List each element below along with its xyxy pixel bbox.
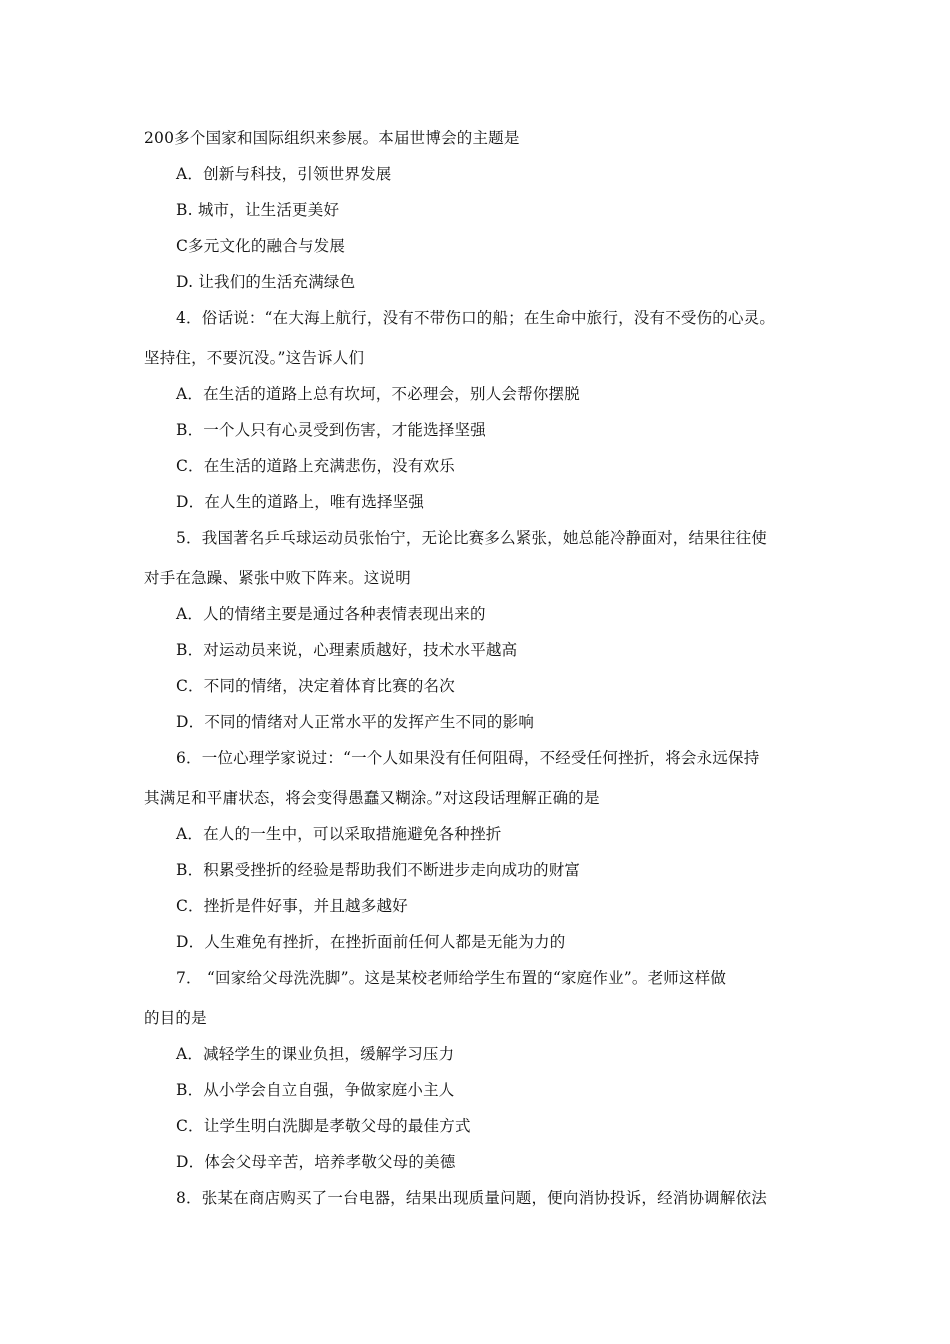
question-6-continued: 其满足和平庸状态，将会变得愚蠢又糊涂。”对这段话理解正确的是 — [144, 789, 600, 807]
option-c: C多元文化的融合与发展 — [176, 237, 346, 255]
option-b: B．从小学会自立自强，争做家庭小主人 — [176, 1081, 455, 1099]
question-4: 4．俗话说：“在大海上航行，没有不带伤口的船；在生命中旅行，没有不受伤的心灵。 — [176, 309, 776, 327]
option-d: D．人生难免有挫折，在挫折面前任何人都是无能为力的 — [176, 933, 566, 951]
option-b: B．对运动员来说，心理素质越好，技术水平越高 — [176, 641, 518, 659]
option-d: D．不同的情绪对人正常水平的发挥产生不同的影响 — [176, 713, 535, 731]
option-c: C．挫折是件好事，并且越多越好 — [176, 897, 408, 915]
question-5: 5．我国著名乒乓球运动员张怡宁，无论比赛多么紧张，她总能冷静面对，结果往往使 — [176, 529, 767, 547]
question-5-continued: 对手在急躁、紧张中败下阵来。这说明 — [144, 569, 411, 587]
option-a: A．减轻学生的课业负担，缓解学习压力 — [176, 1045, 455, 1063]
question-6: 6．一位心理学家说过：“一个人如果没有任何阻碍，不经受任何挫折，将会永远保持 — [176, 749, 760, 767]
question-4-continued: 坚持住，不要沉没。”这告诉人们 — [144, 349, 365, 367]
option-a: A．在人的一生中，可以采取措施避免各种挫折 — [176, 825, 502, 843]
option-c: C．不同的情绪，决定着体育比赛的名次 — [176, 677, 455, 695]
option-c: C．让学生明白洗脚是孝敬父母的最佳方式 — [176, 1117, 471, 1135]
option-d: D．体会父母辛苦，培养孝敬父母的美德 — [176, 1153, 456, 1171]
option-c: C．在生活的道路上充满悲伤，没有欢乐 — [176, 457, 455, 475]
option-a: A．在生活的道路上总有坎坷，不必理会，别人会帮你摆脱 — [176, 385, 580, 403]
option-b: B．积累受挫折的经验是帮助我们不断进步走向成功的财富 — [176, 861, 581, 879]
question-8: 8．张某在商店购买了一台电器，结果出现质量问题，便向消协投诉，经消协调解依法 — [176, 1189, 767, 1207]
question-7: 7． “回家给父母洗洗脚”。这是某校老师给学生布置的“家庭作业”。老师这样做 — [176, 969, 727, 987]
option-b: B. 城市，让生活更美好 — [176, 201, 340, 219]
option-a: A．人的情绪主要是通过各种表情表现出来的 — [176, 605, 486, 623]
option-a: A．创新与科技，引领世界发展 — [176, 165, 392, 183]
option-d: D．在人生的道路上，唯有选择坚强 — [176, 493, 425, 511]
option-b: B．一个人只有心灵受到伤害，才能选择坚强 — [176, 421, 486, 439]
text-line: 200多个国家和国际组织来参展。本届世博会的主题是 — [144, 129, 520, 147]
question-7-continued: 的目的是 — [144, 1009, 207, 1027]
option-d: D. 让我们的生活充满绿色 — [176, 273, 356, 291]
